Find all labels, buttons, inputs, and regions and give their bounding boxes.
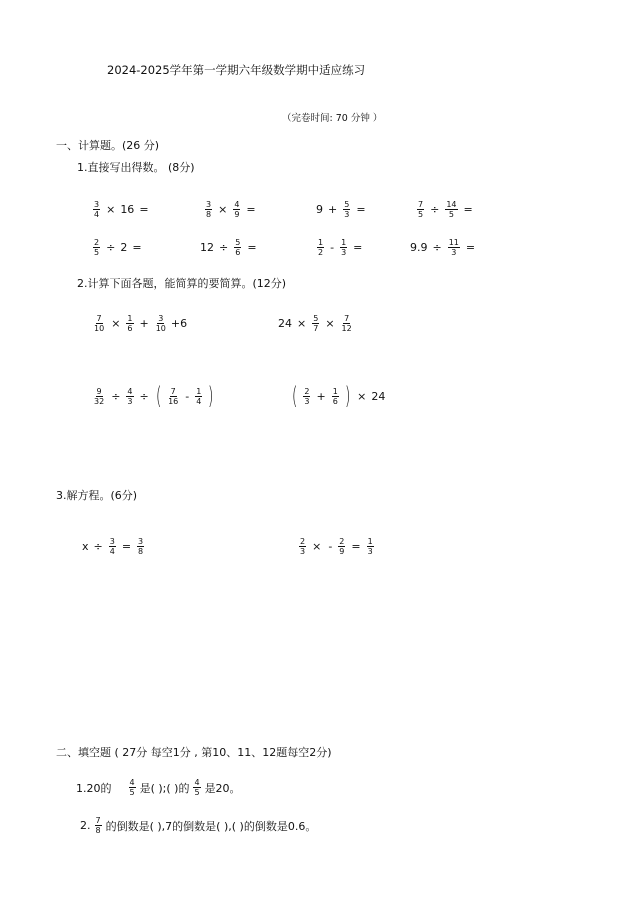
q3-label: 3.解方程。(6分) [56, 489, 138, 502]
fraction: $\frac{3}{4}$ [94, 200, 100, 219]
q2-expression-4: ( 2 3 + $\frac{1}{6}$ ) × 24 [291, 382, 386, 410]
fill-question-1: 1.20的 4 5 是( );( )的 4 5 是20。 [76, 778, 241, 797]
q1-item-4: $\frac{7}{5}$ ÷ $\frac{14}{5}$ = [418, 200, 473, 219]
q3-equation-1: x ÷ $\frac{3}{4}$ = $\frac{3}{8}$ [82, 537, 144, 556]
q1-label: 1.直接写出得数。 (8分) [77, 161, 195, 174]
q1-item-1: $\frac{3}{4}$ × 16 = [94, 200, 149, 219]
q1-item-8: 9.9 ÷ $\frac{11}{3}$ = [410, 238, 476, 257]
q2-expression-1: $\frac{7}{10}$ × $\frac{1}{6}$ + $\frac{3}{10}$ +6 [94, 314, 188, 333]
q3-equation-2: $\frac{2}{3}$ × - $\frac{2}{9}$ = $\frac{1}{3}$ [300, 537, 373, 556]
q2-label: 2.计算下面各题，能简算的要简算。(12分) [77, 277, 287, 290]
q2-expression-2: 24 × $\frac{5}{7}$ × $\frac{7}{12}$ [278, 314, 352, 333]
q1-item-7: 1 2 - $\frac{1}{3}$ = [318, 238, 363, 257]
section2-heading: 二、填空题 ( 27分 每空1分 , 第10、11、12题每空2分) [56, 746, 332, 759]
q1-item-6: 12 ÷ $\frac{5}{6}$ = [200, 238, 257, 257]
q1-item-2: $\frac{3}{8}$ × $\frac{4}{9}$ = [206, 200, 256, 219]
fill-question-2: 2. 7 8 的倒数是( ),7的倒数是( ),( )的倒数是0.6。 [80, 816, 317, 835]
q2-expression-3: $\frac{9}{32}$ ÷ $\frac{4}{3}$ ÷ ( 7 16 - 1 4 ) [94, 382, 214, 410]
time-note: （完卷时间: 70 分钟 ） [282, 113, 383, 124]
q1-item-3: 9 + $\frac{5}{3}$ = [316, 200, 366, 219]
exam-title: 2024-2025学年第一学期六年级数学期中适应练习 [107, 63, 366, 77]
q1-item-5: $\frac{2}{5}$ ÷ 2 = [94, 238, 142, 257]
section1-heading: 一、计算题。(26 分) [56, 139, 160, 152]
